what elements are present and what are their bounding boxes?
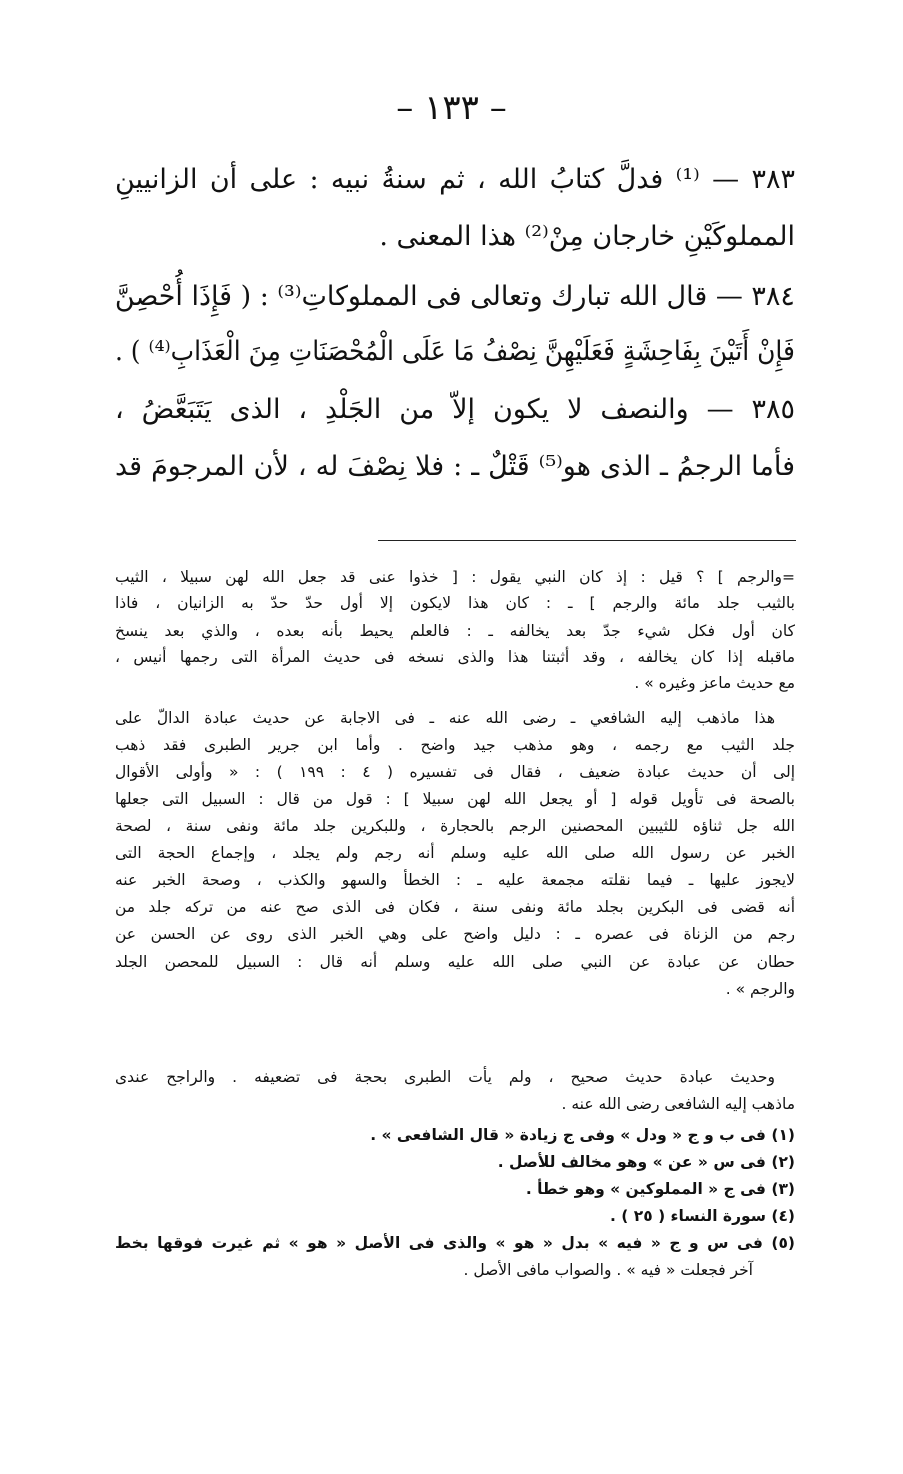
main-text-line: ٣٨٣ — ⁽¹⁾ فدلَّ كتابُ الله ، ثم سنةُ نبيه : على أن الزانيينِ <box>115 164 795 195</box>
main-text-line: فأما الرجمُ ـ الذى هو⁽⁵⁾ قَتْلٌ ـ : فلا نِصْفَ له ، لأن المرجومَ قد <box>115 451 795 482</box>
commentary-line: هذا ماذهب إليه الشافعي ـ رضى الله عنه ـ فى الاجابة عن حديث عبادة الدالّ على <box>115 709 775 727</box>
commentary-line: جلد الثيب مع رجمه ، وهو مذهب جيد واضح . وأما ابن جرير الطبرى فقد ذهب <box>115 736 795 754</box>
commentary-line: بالصحة فى تأويل قوله [ أو يجعل الله لهن سبيلا ] : قول من قال : السبيل التى جعلها <box>115 790 795 808</box>
commentary-line: بالثيب جلد مائة والرجم ] ـ : كان هذا لايكون إلا أول حدّ حدّ به الزانيان ، فاذا <box>115 594 795 612</box>
footnote-5: (٥) فى س و ج « فيه » بدل « هو » والذى فى الأصل « هو » ثم غيرت فوقها بخط <box>115 1234 795 1252</box>
commentary-line: كان أول فكل شيء جدّ بعد يخالفه ـ : فالعلم يحيط بأنه بعده ، والذي بعد ينسخ <box>115 622 795 640</box>
footnote-5-continued: آخر فجعلت « فيه » . والصواب مافى الأصل . <box>463 1261 753 1279</box>
footnote-3: (٣) فى ج « المملوكين » وهو خطأ . <box>525 1180 795 1198</box>
commentary-line: مع حديث ماعز وغيره » . <box>634 674 795 692</box>
main-text-line: فَإِنْ أَتَيْنَ بِفَاحِشَةٍ فَعَلَيْهِنَّ نِصْفُ مَا عَلَى الْمُحْصَنَاتِ مِنَ الْعَذَابِ⁽⁴⁾ ) . <box>115 336 795 367</box>
commentary-line: ماذهب إليه الشافعى رضى الله عنه . <box>561 1095 795 1113</box>
main-text-line: ٣٨٤ — قال الله تبارك وتعالى فى المملوكاتِ⁽³⁾ : ( فَإِذَا أُحْصِنَّ <box>114 281 795 312</box>
commentary-line: رجم من الزناة فى عصره ـ : دليل واضح على وهي الخبر الذى روى عن الحسن عن <box>115 925 795 943</box>
commentary-line: لايجوز عليها ـ فيما نقلته مجمعة عليه ـ : الخطأ والسهو والكذب ، وصحة الخبر عنه <box>115 871 795 889</box>
main-text-line: ٣٨٥ — والنصف لا يكون إلاّ من الجَلْدِ ، الذى يَتَبَعَّضُ ، <box>115 394 795 425</box>
page-number: – ١٣٣ – <box>396 88 507 128</box>
footnote-1: (١) فى ب و ج « ودل » وفى ج زيادة « قال الشافعى » . <box>370 1126 795 1144</box>
footnote-4: (٤) سورة النساء ( ٢٥ ) . <box>609 1207 795 1225</box>
commentary-line: والرجم » . <box>725 980 795 998</box>
commentary-line: إلى أن حديث عبادة ضعيف ، فقال فى تفسيره ( ٤ : ١٩٩ ) : « وأولى الأقوال <box>115 763 795 781</box>
commentary-line: ماقبله إذا كان يخالفه ، وقد أثبتنا هذا والذى نسخه فى حديث المرأة التى رجمها أنيس ، <box>115 648 795 666</box>
commentary-line: أنه قضى فى البكرين بجلد مائة ونفى سنة ، فكان فى الذى صح عنه من تركه جلد من <box>115 898 795 916</box>
main-text-line: المملوكَيْنِ خارجان مِنْ⁽²⁾ هذا المعنى . <box>379 221 795 252</box>
commentary-line: حطان عن عبادة عن النبي صلى الله عليه وسلم أنه قال : السبيل للمحصن الجلد <box>115 953 795 971</box>
commentary-line: الله جل ثناؤه للثيبين المحصنين الرجم بالحجارة ، وللبكرين جلد مائة ونفى سنة ، لصحة <box>115 817 795 835</box>
commentary-line: وحديث عبادة حديث صحيح ، ولم يأت الطبرى بحجة فى تضعيفه . والراجح عندى <box>115 1068 775 1086</box>
commentary-line: الخبر عن رسول الله صلى الله عليه وسلم أنه رجم ولم يجلد ، وإجماع الحجة التى <box>115 844 795 862</box>
footnote-separator <box>378 540 796 541</box>
commentary-line: =والرجم ] ؟ قيل : إذ كان النبي يقول : [ خذوا عنى قد جعل الله لهن سبيلا ، الثيب <box>115 568 795 586</box>
footnote-2: (٢) فى س « عن » وهو مخالف للأصل . <box>497 1153 795 1171</box>
